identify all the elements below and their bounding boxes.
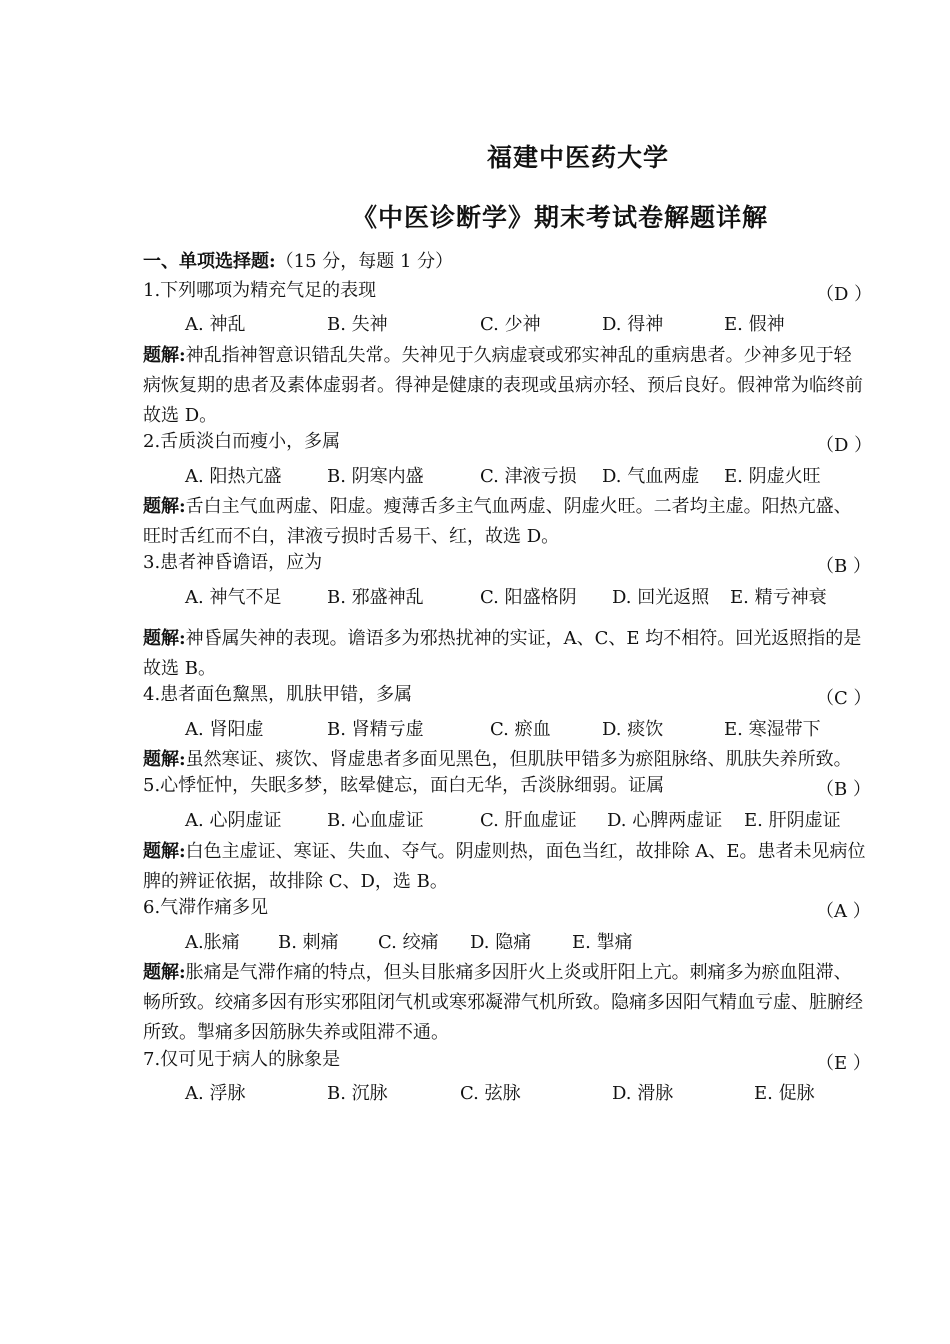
explanation-line	[143, 837, 866, 863]
explanation-label: 题解:	[143, 628, 186, 649]
explanation-line: 畅所致。绞痛多因有形实邪阻闭气机或寒邪凝滞气机所致。隐痛多因阳气精血亏虚、脏腑经	[143, 992, 863, 1013]
question-stem: 4.患者面色黧黑，肌肤甲错，多属	[143, 684, 413, 705]
option-e: E. 假神	[724, 314, 785, 335]
section-title: 一、单项选择题:	[143, 251, 276, 272]
explanation-line: 所致。掣痛多因筋脉失养或阻滞不通。	[143, 1022, 449, 1043]
explanation-text: 神昏属失神的表现。谵语多为邪热扰神的实证，A、C、E 均不相符。回光返照指的是	[185, 628, 862, 649]
question-stem: 6.气滞作痛多见	[143, 897, 269, 918]
section-heading	[143, 247, 453, 273]
option-a: A. 肾阳虚	[185, 719, 264, 740]
explanation-label: 题解:	[143, 749, 186, 770]
question-answer: （E ）	[816, 1053, 871, 1074]
option-b: B. 肾精亏虚	[327, 719, 424, 740]
question-answer: （C ）	[816, 688, 872, 709]
explanation-line: 故选 D。	[143, 405, 218, 426]
explanation-line: 旺时舌红而不白，津液亏损时舌易干、红，故选 D。	[143, 526, 560, 547]
explanation-label: 题解:	[143, 962, 186, 983]
option-d: D. 滑脉	[612, 1083, 674, 1104]
explanation-text: 白色主虚证、寒证、失血、夺气。阴虚则热，面色当红，故排除 A、E。患者未见病位	[185, 841, 866, 862]
explanation-text: 胀痛是气滞作痛的特点，但头目胀痛多因肝火上炎或肝阳上亢。刺痛多为瘀血阻滞、	[185, 962, 852, 983]
option-b: B. 失神	[327, 314, 388, 335]
explanation-text: 舌白主气血两虚、阳虚。瘦薄舌多主气血两虚、阴虚火旺。二者均主虚。阳热亢盛、	[185, 496, 852, 517]
question-answer: （D ）	[816, 284, 873, 305]
option-e: E. 寒湿带下	[724, 719, 821, 740]
option-e: E. 阴虚火旺	[724, 466, 821, 487]
explanation-label: 题解:	[143, 841, 186, 862]
option-a: A. 阳热亢盛	[185, 466, 282, 487]
option-c: C. 少神	[480, 314, 541, 335]
option-c: C. 肝血虚证	[480, 810, 577, 831]
explanation-line: 故选 B。	[143, 658, 216, 679]
option-d: D. 心脾两虚证	[607, 810, 723, 831]
university-title: 福建中医药大学	[487, 143, 670, 172]
option-c: C. 瘀血	[490, 719, 551, 740]
option-c: C. 弦脉	[460, 1083, 521, 1104]
question-answer: （A ）	[816, 901, 871, 922]
question-stem: 1.下列哪项为精充气足的表现	[143, 280, 377, 301]
question-stem: 5.心悸怔忡，失眠多梦，眩晕健忘，面白无华，舌淡脉细弱。证属	[143, 775, 665, 796]
section-note: （15 分，每题 1 分）	[275, 251, 454, 272]
option-c: C. 津液亏损	[480, 466, 577, 487]
option-b: B. 心血虚证	[327, 810, 424, 831]
explanation-label: 题解:	[143, 496, 186, 517]
option-a: A. 心阴虚证	[185, 810, 282, 831]
option-e: E. 精亏神衰	[730, 587, 827, 608]
explanation-label: 题解:	[143, 345, 186, 366]
explanation-line: 病恢复期的患者及素体虚弱者。得神是健康的表现或虽病亦轻、预后良好。假神常为临终前	[143, 375, 863, 396]
explanation-line	[143, 341, 852, 367]
exam-title: 《中医诊断学》期末考试卷解题详解	[352, 203, 769, 232]
question-stem: 2.舌质淡白而瘦小，多属	[143, 431, 341, 452]
option-e: E. 掣痛	[572, 932, 633, 953]
question-answer: （B ）	[816, 556, 871, 577]
option-d: D. 气血两虚	[602, 466, 700, 487]
option-d: D. 隐痛	[470, 932, 532, 953]
option-a: A.胀痛	[185, 932, 240, 953]
option-d: D. 得神	[602, 314, 664, 335]
question-answer: （D ）	[816, 435, 873, 456]
explanation-text: 神乱指神智意识错乱失常。失神见于久病虚衰或邪实神乱的重病患者。少神多见于轻	[185, 345, 852, 366]
option-a: A. 神乱	[185, 314, 246, 335]
option-c: C. 阳盛格阴	[480, 587, 577, 608]
question-stem: 3.患者神昏谵语，应为	[143, 552, 323, 573]
option-b: B. 刺痛	[278, 932, 339, 953]
option-b: B. 沉脉	[327, 1083, 388, 1104]
option-b: B. 阴寒内盛	[327, 466, 424, 487]
question-answer: （B ）	[816, 779, 871, 800]
explanation-line	[143, 745, 852, 771]
explanation-text: 虽然寒证、痰饮、肾虚患者多面见黑色，但肌肤甲错多为瘀阻脉络、肌肤失养所致。	[185, 749, 852, 770]
option-d: D. 痰饮	[602, 719, 664, 740]
option-d: D. 回光返照	[612, 587, 710, 608]
option-e: E. 肝阴虚证	[744, 810, 841, 831]
explanation-line: 脾的辨证依据，故排除 C、D，选 B。	[143, 871, 448, 892]
option-e: E. 促脉	[754, 1083, 815, 1104]
question-stem: 7.仅可见于病人的脉象是	[143, 1049, 341, 1070]
explanation-line	[143, 492, 852, 518]
option-b: B. 邪盛神乱	[327, 587, 424, 608]
explanation-line	[143, 624, 861, 650]
option-c: C. 绞痛	[378, 932, 439, 953]
option-a: A. 浮脉	[185, 1083, 246, 1104]
explanation-line	[143, 958, 852, 984]
option-a: A. 神气不足	[185, 587, 282, 608]
